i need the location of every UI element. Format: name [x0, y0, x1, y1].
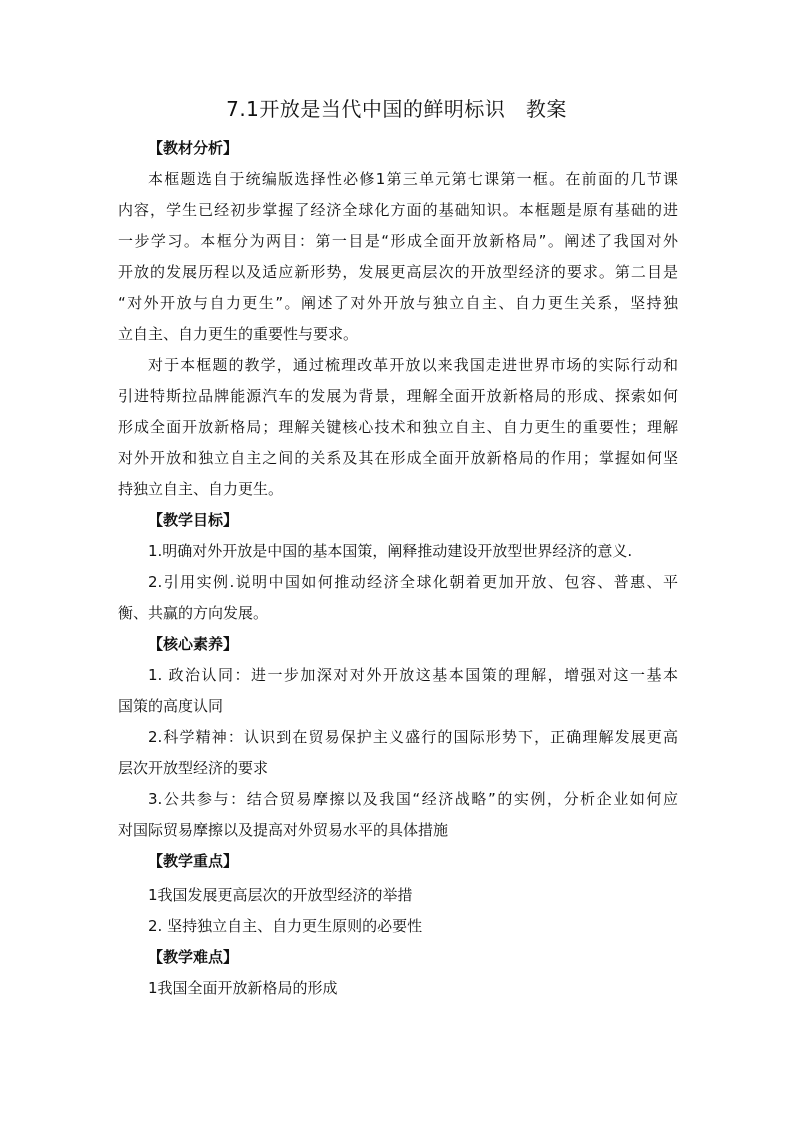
paragraph-line: 本框题选自于统编版选择性必修1第三单元第七课第一框。在前面的几节课 [148, 170, 678, 188]
paragraph-line: 一步学习。本框分为两目：第一目是“形成全面开放新格局”。阐述了我国对外 [118, 232, 678, 250]
paragraph-line: 形成全面开放新格局；理解关键核心技术和独立自主、自力更生的重要性；理解 [118, 418, 678, 436]
section-heading-difficulties: 【教学难点】 [148, 948, 239, 966]
section-heading-objectives: 【教学目标】 [148, 511, 239, 529]
list-item: 2.引用实例.说明中国如何推动经济全球化朝着更加开放、包容、普惠、平 [148, 573, 678, 591]
section-heading-key-points: 【教学重点】 [148, 852, 239, 870]
list-item: 1.明确对外开放是中国的基本国策，阐释推动建设开放型世界经济的意义. [148, 542, 633, 560]
paragraph-line: “对外开放与自力更生”。阐述了对外开放与独立自主、自力更生关系，坚持独 [118, 294, 678, 312]
list-item: 1我国发展更高层次的开放型经济的举措 [148, 886, 413, 904]
list-item-continuation: 对国际贸易摩擦以及提高对外贸易水平的具体措施 [118, 821, 449, 839]
paragraph-line: 内容，学生已经初步掌握了经济全球化方面的基础知识。本框题是原有基础的进 [118, 201, 678, 219]
list-item: 1. 政治认同：进一步加深对对外开放这基本国策的理解，增强对这一基本 [148, 666, 678, 684]
list-item-continuation: 国策的高度认同 [118, 697, 224, 715]
paragraph-line: 开放的发展历程以及适应新形势，发展更高层次的开放型经济的要求。第二目是 [118, 263, 678, 281]
list-item: 1我国全面开放新格局的形成 [148, 979, 338, 997]
paragraph-line: 对于本框题的教学，通过梳理改革开放以来我国走进世界市场的实际行动和 [148, 356, 678, 374]
section-heading-literacy: 【核心素养】 [148, 635, 239, 653]
list-item: 3.公共参与：结合贸易摩擦以及我国“经济战略”的实例，分析企业如何应 [148, 790, 678, 808]
section-heading-analysis: 【教材分析】 [148, 139, 239, 157]
document-title: 7.1开放是当代中国的鲜明标识 教案 [226, 97, 567, 121]
list-item: 2. 坚持独立自主、自力更生原则的必要性 [148, 917, 423, 935]
paragraph-line: 引进特斯拉品牌能源汽车的发展为背景，理解全面开放新格局的形成、探索如何 [118, 387, 678, 405]
list-item-continuation: 衡、共赢的方向发展。 [118, 604, 269, 622]
paragraph-line: 持独立自主、自力更生。 [118, 480, 284, 498]
list-item: 2.科学精神：认识到在贸易保护主义盛行的国际形势下，正确理解发展更高 [148, 728, 678, 746]
paragraph-line: 对外开放和独立自主之间的关系及其在形成全面开放新格局的作用；掌握如何坚 [118, 449, 678, 467]
list-item-continuation: 层次开放型经济的要求 [118, 759, 269, 777]
paragraph-line: 立自主、自力更生的重要性与要求。 [118, 325, 359, 343]
